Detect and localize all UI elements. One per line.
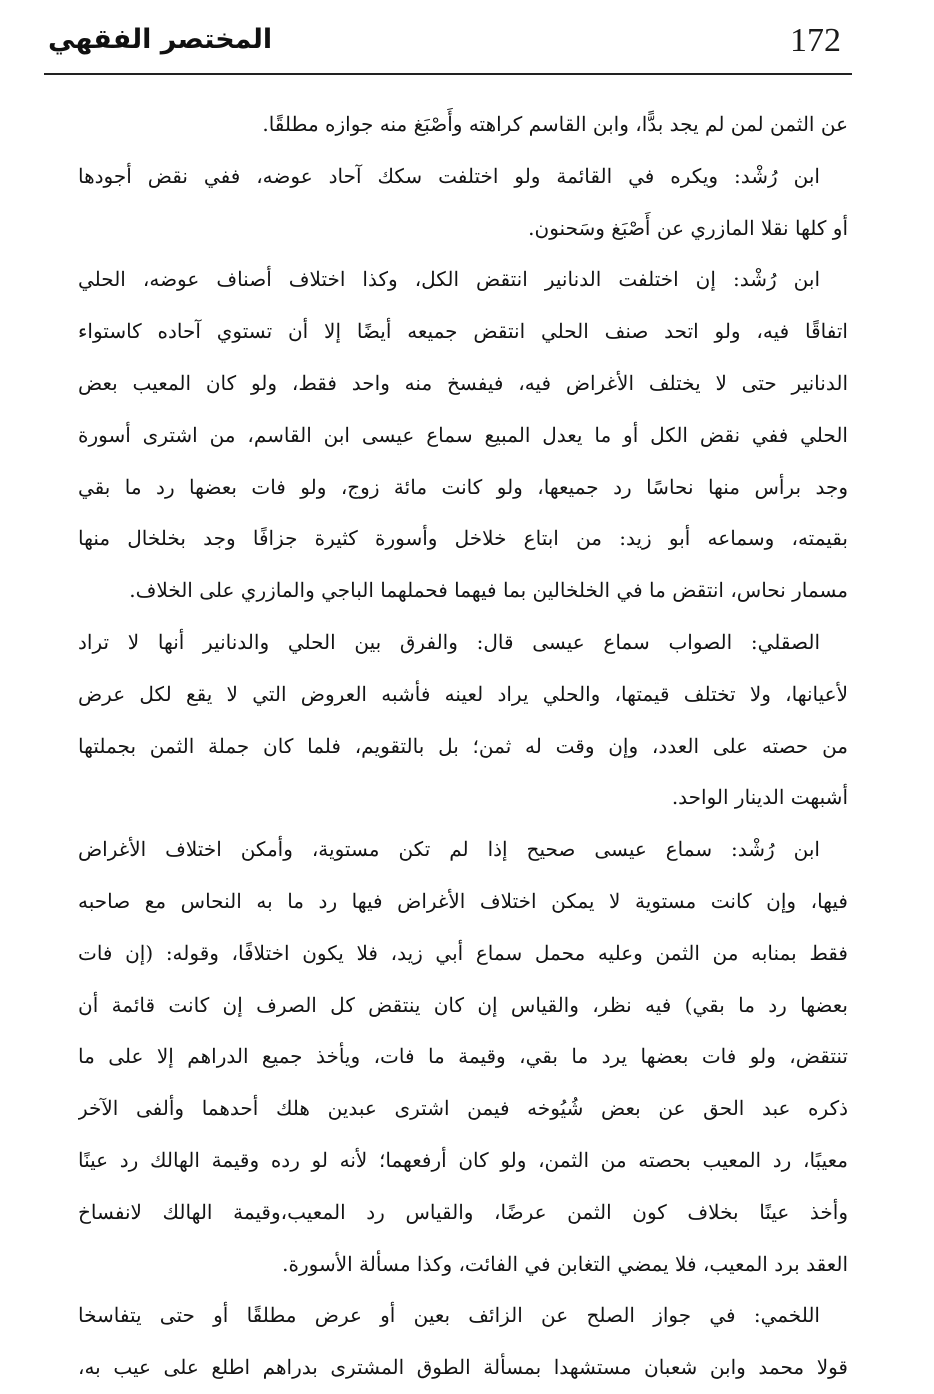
text-line: أشبهت الدينار الواحد. — [671, 785, 848, 810]
text-line: من حصته على العدد، وإن وقت له ثمن؛ بل بالتقويم، فلما كان جملة الثمن بجملتها — [78, 733, 848, 758]
text-line: معيبًا، رد المعيب بحصته من الثمن، ولو كان أرفعهما؛ لأنه لو رده وقيمة الهالك رد عينًا — [78, 1147, 848, 1172]
running-title: المختصر الفقهي — [48, 24, 273, 55]
text-line: وجد برأس منها نحاسًا رد جميعها، ولو كانت مائة زوج، ولو فات بعضها رد ما بقي — [78, 474, 848, 499]
text-line: الصقلي: الصواب سماع عيسى قال: والفرق بين الحلي والدنانير أنها لا تراد — [78, 629, 820, 654]
header-rule — [44, 73, 852, 75]
page-number: 172 — [790, 22, 841, 59]
text-line: ذكره عبد الحق عن بعض شُيُوخه فيمن اشترى عبدين هلك أحدهما وألفى الآخر — [78, 1096, 848, 1121]
text-body — [78, 99, 848, 1394]
text-line: تنتقض، ولو فات بعضها يرد ما بقي، وقيمة ما فات، ويأخذ جميع الدراهم إلا على ما — [78, 1044, 848, 1069]
text-line: العقد برد المعيب، فلا يمضي التغابن في الفائت، وكذا مسألة الأسورة. — [282, 1251, 848, 1276]
text-line: فقط بمنابه من الثمن وعليه محمل سماع أبي زيد، فلا يكون اختلافًا، وقوله: (إن فات — [78, 940, 848, 965]
text-line: عن الثمن لمن لم يجد بدًّا، وابن القاسم كراهته وأَصْبَغ منه جوازه مطلقًا. — [262, 112, 848, 136]
text-line: فيها، وإن كانت مستوية لا يمكن اختلاف الأغراض فيها رد ما به النحاس مع صاحبه — [78, 888, 848, 913]
text-line: ابن رُشْد: إن اختلفت الدنانير انتقض الكل، وكذا اختلاف أصناف عوضه، الحلي — [78, 267, 820, 292]
text-line: ابن رُشْد: سماع عيسى صحيح إذا لم تكن مستوية، وأمكن اختلاف الأغراض — [78, 837, 820, 862]
text-line: لأعيانها، ولا تختلف قيمتها، والحلي يراد لعينه فأشبه العروض التي لا يقع لكل عرض — [78, 681, 848, 706]
text-line: مسمار نحاس، انتقض ما في الخلخالين بما فيهما فحملهما الباجي والمازري على الخلاف. — [129, 578, 848, 603]
text-line: وأخذ عينًا بخلاف كون الثمن عرضًا، والقياس رد المعيب،وقيمة الهالك لانفساخ — [78, 1199, 848, 1224]
text-line: الحلي ففي نقض الكل أو ما يعدل المبيع سماع عيسى ابن القاسم، من اشترى أسورة — [78, 422, 848, 447]
text-line: قولا محمد وابن شعبان مستشهدا بمسألة الطوق المشترى بدراهم اطلع على عيب به، — [78, 1355, 848, 1380]
text-line: بعضها رد ما بقي) فيه نظر، والقياس إن كان ينتقض كل الصرف إن كانت قائمة أن — [78, 992, 848, 1017]
text-line: أو كلها نقلا المازري عن أَصْبَغ وسَحنون. — [528, 215, 848, 240]
text-line: اللخمي: في جواز الصلح عن الزائف بعين أو عرض مطلقًا أو حتى يتفاسخا — [78, 1303, 820, 1328]
text-line: اتفاقًا فيه، ولو اتحد صنف الحلي انتقض جميعه أيضًا إلا أن تستوي آحاده كاستواء — [78, 319, 848, 344]
text-line: الدنانير حتى لا يختلف الأغراض فيه، فيفسخ منه واحد فقط، ولو كان المعيب بعض — [78, 370, 848, 395]
text-line: بقيمته، وسماعه أبو زيد: من ابتاع خلاخل وأسورة كثيرة جزافًا وجد بخلخال منها — [78, 526, 848, 551]
text-line: ابن رُشْد: ويكره في القائمة ولو اختلفت سكك آحاد عوضه، ففي نقض أجودها — [78, 163, 820, 188]
